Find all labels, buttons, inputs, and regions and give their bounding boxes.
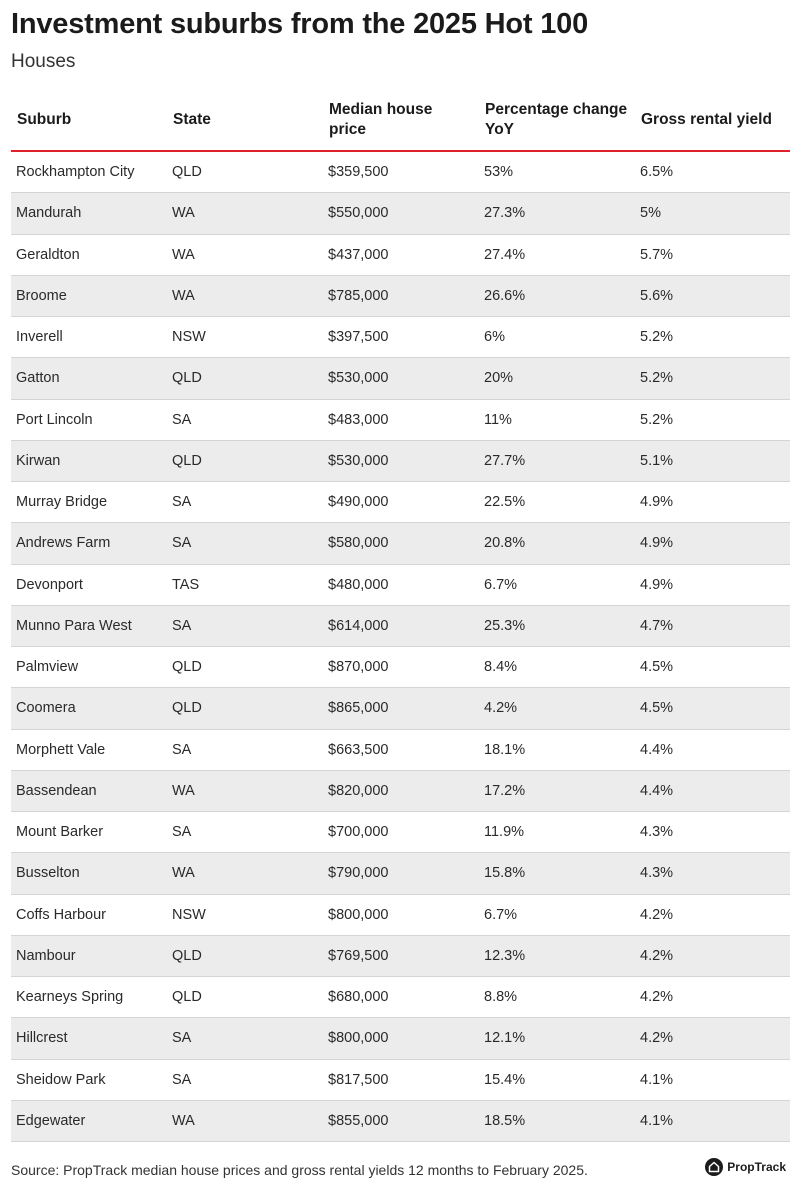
table-row [11, 358, 790, 399]
rental-yield-cell: 5.2% [635, 317, 790, 358]
rental-yield-cell: 5.2% [635, 358, 790, 399]
table-row [11, 647, 790, 688]
median-price-cell: $870,000 [323, 647, 479, 688]
rental-yield-cell: 5% [635, 193, 790, 234]
median-price-cell: $820,000 [323, 770, 479, 811]
table-row [11, 275, 790, 316]
state-cell: QLD [167, 647, 323, 688]
suburb-cell: Broome [11, 275, 167, 316]
suburb-cell: Hillcrest [11, 1018, 167, 1059]
state-cell: QLD [167, 151, 323, 193]
percentage-change-cell: 18.1% [479, 729, 635, 770]
percentage-change-cell: 11% [479, 399, 635, 440]
rental-yield-cell: 4.7% [635, 605, 790, 646]
percentage-change-cell: 25.3% [479, 605, 635, 646]
table-row [11, 812, 790, 853]
table-row [11, 234, 790, 275]
percentage-change-cell: 6.7% [479, 894, 635, 935]
percentage-change-cell: 17.2% [479, 770, 635, 811]
median-price-cell: $865,000 [323, 688, 479, 729]
median-price-cell: $790,000 [323, 853, 479, 894]
table-row [11, 1059, 790, 1100]
table-row [11, 440, 790, 481]
median-price-cell: $359,500 [323, 151, 479, 193]
table-row [11, 564, 790, 605]
rental-yield-cell: 4.5% [635, 688, 790, 729]
suburb-cell: Busselton [11, 853, 167, 894]
state-cell: WA [167, 853, 323, 894]
state-cell: WA [167, 275, 323, 316]
table-row [11, 1018, 790, 1059]
percentage-change-cell: 27.4% [479, 234, 635, 275]
percentage-change-cell: 12.3% [479, 935, 635, 976]
table-row [11, 151, 790, 193]
state-cell: WA [167, 193, 323, 234]
state-cell: SA [167, 523, 323, 564]
rental-yield-cell: 4.1% [635, 1100, 790, 1141]
median-price-cell: $530,000 [323, 358, 479, 399]
state-cell: SA [167, 1059, 323, 1100]
rental-yield-cell: 5.7% [635, 234, 790, 275]
suburb-cell: Bassendean [11, 770, 167, 811]
percentage-change-cell: 27.7% [479, 440, 635, 481]
percentage-change-cell: 18.5% [479, 1100, 635, 1141]
table-row [11, 317, 790, 358]
suburb-cell: Coffs Harbour [11, 894, 167, 935]
percentage-change-cell: 20.8% [479, 523, 635, 564]
chart-subtitle: Houses [11, 51, 76, 72]
state-cell: QLD [167, 977, 323, 1018]
suburb-cell: Morphett Vale [11, 729, 167, 770]
state-cell: SA [167, 399, 323, 440]
rental-yield-cell: 4.9% [635, 482, 790, 523]
state-cell: NSW [167, 317, 323, 358]
source-note: Source: PropTrack median house prices and gross rental yields 12 months to February 2025. [11, 1162, 588, 1178]
rental-yield-cell: 4.3% [635, 853, 790, 894]
investment-suburbs-table [11, 90, 790, 1142]
proptrack-logo-text: PropTrack [727, 1160, 786, 1174]
suburb-cell: Mount Barker [11, 812, 167, 853]
suburb-cell: Kirwan [11, 440, 167, 481]
percentage-change-cell: 8.8% [479, 977, 635, 1018]
state-cell: SA [167, 729, 323, 770]
table-row [11, 523, 790, 564]
column-header-median-house-price: Median house price [323, 90, 479, 151]
percentage-change-cell: 22.5% [479, 482, 635, 523]
state-cell: WA [167, 770, 323, 811]
median-price-cell: $483,000 [323, 399, 479, 440]
state-cell: SA [167, 482, 323, 523]
percentage-change-cell: 12.1% [479, 1018, 635, 1059]
median-price-cell: $855,000 [323, 1100, 479, 1141]
suburb-cell: Murray Bridge [11, 482, 167, 523]
rental-yield-cell: 4.2% [635, 894, 790, 935]
median-price-cell: $663,500 [323, 729, 479, 770]
median-price-cell: $769,500 [323, 935, 479, 976]
percentage-change-cell: 11.9% [479, 812, 635, 853]
proptrack-house-logo-icon [705, 1158, 723, 1176]
median-price-cell: $530,000 [323, 440, 479, 481]
rental-yield-cell: 4.2% [635, 935, 790, 976]
table-row [11, 935, 790, 976]
median-price-cell: $800,000 [323, 894, 479, 935]
rental-yield-cell: 4.5% [635, 647, 790, 688]
suburb-cell: Palmview [11, 647, 167, 688]
state-cell: TAS [167, 564, 323, 605]
state-cell: WA [167, 1100, 323, 1141]
percentage-change-cell: 15.4% [479, 1059, 635, 1100]
table-row [11, 770, 790, 811]
rental-yield-cell: 4.4% [635, 729, 790, 770]
suburb-cell: Nambour [11, 935, 167, 976]
median-price-cell: $480,000 [323, 564, 479, 605]
rental-yield-cell: 5.6% [635, 275, 790, 316]
percentage-change-cell: 20% [479, 358, 635, 399]
state-cell: QLD [167, 688, 323, 729]
column-header-percentage-change: Percentage change YoY [479, 90, 635, 151]
rental-yield-cell: 4.9% [635, 523, 790, 564]
percentage-change-cell: 6% [479, 317, 635, 358]
state-cell: QLD [167, 358, 323, 399]
state-cell: WA [167, 234, 323, 275]
table-row [11, 482, 790, 523]
median-price-cell: $490,000 [323, 482, 479, 523]
median-price-cell: $700,000 [323, 812, 479, 853]
suburb-cell: Edgewater [11, 1100, 167, 1141]
rental-yield-cell: 4.3% [635, 812, 790, 853]
table-row [11, 688, 790, 729]
table-row [11, 853, 790, 894]
table-row [11, 1100, 790, 1141]
median-price-cell: $817,500 [323, 1059, 479, 1100]
rental-yield-cell: 5.1% [635, 440, 790, 481]
percentage-change-cell: 4.2% [479, 688, 635, 729]
suburb-cell: Mandurah [11, 193, 167, 234]
column-header-gross-rental-yield: Gross rental yield [635, 90, 790, 151]
rental-yield-cell: 5.2% [635, 399, 790, 440]
column-header-state: State [167, 90, 323, 151]
median-price-cell: $680,000 [323, 977, 479, 1018]
rental-yield-cell: 6.5% [635, 151, 790, 193]
table-row [11, 605, 790, 646]
suburb-cell: Inverell [11, 317, 167, 358]
state-cell: QLD [167, 440, 323, 481]
median-price-cell: $437,000 [323, 234, 479, 275]
rental-yield-cell: 4.2% [635, 1018, 790, 1059]
suburb-cell: Rockhampton City [11, 151, 167, 193]
median-price-cell: $550,000 [323, 193, 479, 234]
median-price-cell: $800,000 [323, 1018, 479, 1059]
median-price-cell: $580,000 [323, 523, 479, 564]
suburb-cell: Gatton [11, 358, 167, 399]
table-row [11, 729, 790, 770]
percentage-change-cell: 6.7% [479, 564, 635, 605]
chart-title: Investment suburbs from the 2025 Hot 100 [11, 8, 588, 40]
table-row [11, 193, 790, 234]
suburb-cell: Munno Para West [11, 605, 167, 646]
rental-yield-cell: 4.9% [635, 564, 790, 605]
proptrack-logo [705, 1158, 786, 1176]
state-cell: SA [167, 1018, 323, 1059]
suburb-cell: Kearneys Spring [11, 977, 167, 1018]
rental-yield-cell: 4.4% [635, 770, 790, 811]
state-cell: SA [167, 812, 323, 853]
table-row [11, 977, 790, 1018]
percentage-change-cell: 26.6% [479, 275, 635, 316]
suburb-cell: Andrews Farm [11, 523, 167, 564]
table-header-row [11, 90, 790, 151]
table-row [11, 399, 790, 440]
percentage-change-cell: 27.3% [479, 193, 635, 234]
median-price-cell: $785,000 [323, 275, 479, 316]
suburb-cell: Port Lincoln [11, 399, 167, 440]
state-cell: QLD [167, 935, 323, 976]
suburb-cell: Coomera [11, 688, 167, 729]
suburb-cell: Geraldton [11, 234, 167, 275]
rental-yield-cell: 4.2% [635, 977, 790, 1018]
state-cell: SA [167, 605, 323, 646]
state-cell: NSW [167, 894, 323, 935]
median-price-cell: $614,000 [323, 605, 479, 646]
table-row [11, 894, 790, 935]
percentage-change-cell: 8.4% [479, 647, 635, 688]
percentage-change-cell: 15.8% [479, 853, 635, 894]
column-header-suburb: Suburb [11, 90, 167, 151]
percentage-change-cell: 53% [479, 151, 635, 193]
suburb-cell: Sheidow Park [11, 1059, 167, 1100]
median-price-cell: $397,500 [323, 317, 479, 358]
rental-yield-cell: 4.1% [635, 1059, 790, 1100]
table-body [11, 151, 790, 1142]
suburb-cell: Devonport [11, 564, 167, 605]
